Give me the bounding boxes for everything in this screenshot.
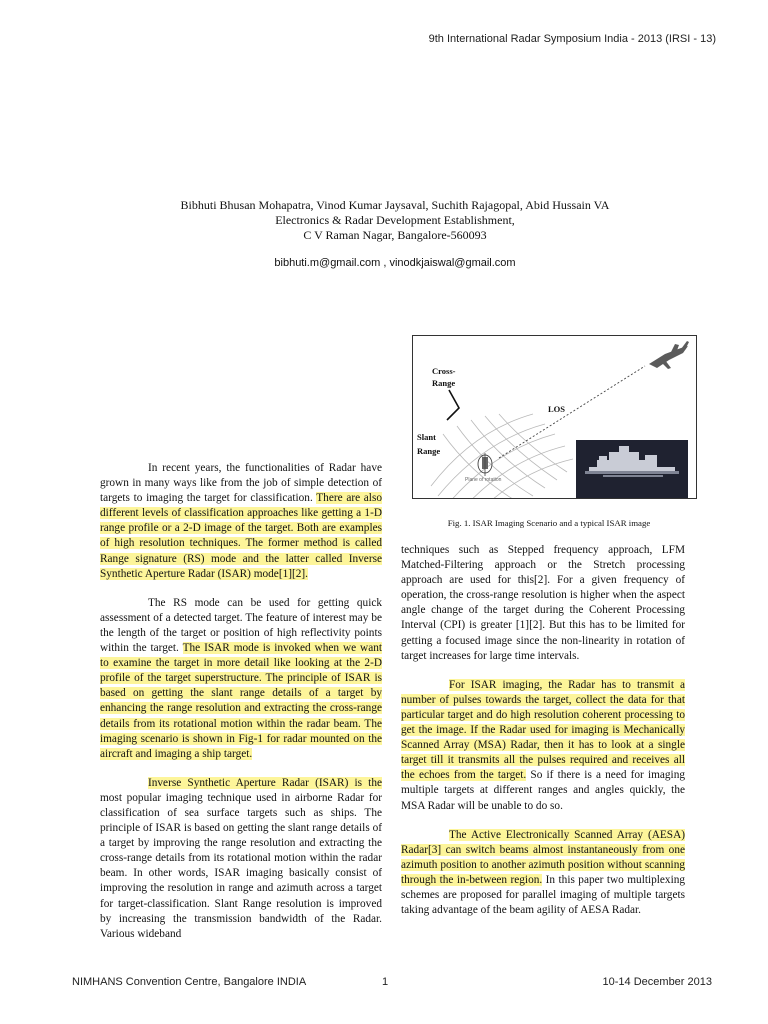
highlight: The ISAR mode is invoked when we want to examine the target in more detail like looking at the 2-D profile of the target superstructure. The principle of ISAR is based on getting the slant range details of a target by enhancing the range resolution and extracting the cross-range details from its rotational motion within the radar beam. The imaging scenario is shown in Fig-1 for radar mounted on the aircraft and imaging a ship target. xyxy=(100,642,383,760)
paragraph-isar: Inverse Synthetic Aperture Radar (ISAR) is the most popular imaging technique used in airborne Radar for classification of sea surface targets such as ships. The principle of ISAR is based on getting the slant range details of a target by improving the range resolution and extracting the cross-range details from its rotational motion within the radar beam. In other words, ISAR imaging basically consist of improving the resolution in range and azimuth across a target for target-classification. Slant Range resolution is improved by increasing the transmission bandwidth of the Radar. Various wideband xyxy=(100,776,382,940)
range-grid xyxy=(431,414,573,498)
footer-date: 10-14 December 2013 xyxy=(602,976,712,988)
cross-range-arrow xyxy=(447,390,459,420)
running-header: 9th International Radar Symposium India - 2013 (IRSI - 13) xyxy=(428,33,716,45)
affiliation: Electronics & Radar Development Establishment, xyxy=(275,213,515,227)
figure-isar-scenario xyxy=(412,335,697,499)
footer-venue: NIMHANS Convention Centre, Bangalore INDIA xyxy=(72,976,307,988)
isar-image xyxy=(576,440,688,498)
paragraph-msa: For ISAR imaging, the Radar has to transmit a number of pulses towards the target, collect the data for that particular target and do high resolution coherent processing to get the image. If the Radar used for imaging is Mechanically Scanned Array (MSA) Radar, then it has to look at a single target till it transmits all the pulses required and receives all the echoes from the target. So if there is a need for imaging multiple targets at different ranges and angles quickly, the MSA Radar will be unable to do so. xyxy=(401,678,685,812)
author-emails: bibhuti.m@gmail.com , vinodkjaiswal@gmail.com xyxy=(274,257,516,269)
paragraph-aesa: The Active Electronically Scanned Array (AESA) Radar[3] can switch beams almost instantaneously from one azimuth position to another azimuth position without scanning through the in-between region. In this paper two multiplexing schemes are proposed for parallel imaging of multiple targets taking advantage of the beam agility of AESA Radar. xyxy=(401,828,685,917)
page-number: 1 xyxy=(382,976,389,988)
right-column xyxy=(401,543,685,932)
fig-label-slant: Slant xyxy=(417,432,436,442)
paragraph-wideband: techniques such as Stepped frequency approach, LFM Matched-Filtering approach or the Stretch processing approach are used for this[2]. For a given frequency of operation, the cross-range resolution is higher when the aspect angle change of the target during the Coherent Processing Interval (CPI) is greater [1][2]. But this has to be limited for getting a focused image since the non-linearity in rotation of target increases for large time intervals. xyxy=(401,544,685,662)
isar-diagram xyxy=(413,336,696,498)
fig-label-range-2: Range xyxy=(417,446,441,456)
figure-caption: Fig. 1. ISAR Imaging Scenario and a typical ISAR image xyxy=(447,518,651,528)
fig-label-los: LOS xyxy=(548,404,566,414)
plane-of-rotation-label: Plane of rotation xyxy=(465,477,502,483)
address: C V Raman Nagar, Bangalore-560093 xyxy=(303,228,487,242)
left-column xyxy=(100,461,382,956)
highlight: There are also different levels of classification approaches like getting a 1-D range profile or a 2-D image of the target. Both are examples of high resolution techniques. The former method is called Range signature (RS) mode and the latter called Inverse Synthetic Aperture Radar (ISAR) mode[1][2]. xyxy=(100,492,382,580)
highlight: For ISAR imaging, the Radar has to transmit a number of pulses towards the target, collect the data for that particular target and do high resolution coherent processing to get the image. If the Radar used for imaging is Mechanically Scanned Array (MSA) Radar, then it has to look at a single target till it transmits all the pulses required and receives all the echoes from the target. xyxy=(401,678,685,782)
fig-label-range-1: Range xyxy=(432,378,456,388)
author-block xyxy=(0,198,768,243)
aircraft-icon xyxy=(649,341,689,369)
highlight: The Active Electronically Scanned Array (AESA) Radar[3] can switch beams almost instantaneously from one azimuth position to another azimuth position without scanning through the in-between region. xyxy=(401,828,685,886)
paragraph-rs-mode: The RS mode can be used for getting quick assessment of a detected target. The feature of interest may be the length of the target or position of high reflectivity points within the target. The ISAR mode is invoked when we want to examine the target in more detail like looking at the 2-D profile of the target superstructure. The principle of ISAR is based on getting the slant range details of a target by enhancing the range resolution and extracting the cross-range details from its rotational motion within the radar beam. The imaging scenario is shown in Fig-1 for radar mounted on the aircraft and imaging a ship target. xyxy=(100,596,383,760)
highlight: Inverse Synthetic Aperture Radar (ISAR) is the xyxy=(148,776,382,789)
author-names: Bibhuti Bhusan Mohapatra, Vinod Kumar Jaysaval, Suchith Rajagopal, Abid Hussain VA xyxy=(180,198,610,212)
paragraph-intro: In recent years, the functionalities of Radar have grown in many ways like from the job of simple detection of targets to imaging the target for classification. There are also different levels of classification approaches like getting a 1-D range profile or a 2-D image of the target. Both are examples of high resolution techniques. The former method is called Range signature (RS) mode and the latter called Inverse Synthetic Aperture Radar (ISAR) mode[1][2]. xyxy=(100,462,382,580)
fig-label-cross: Cross- xyxy=(432,366,456,376)
